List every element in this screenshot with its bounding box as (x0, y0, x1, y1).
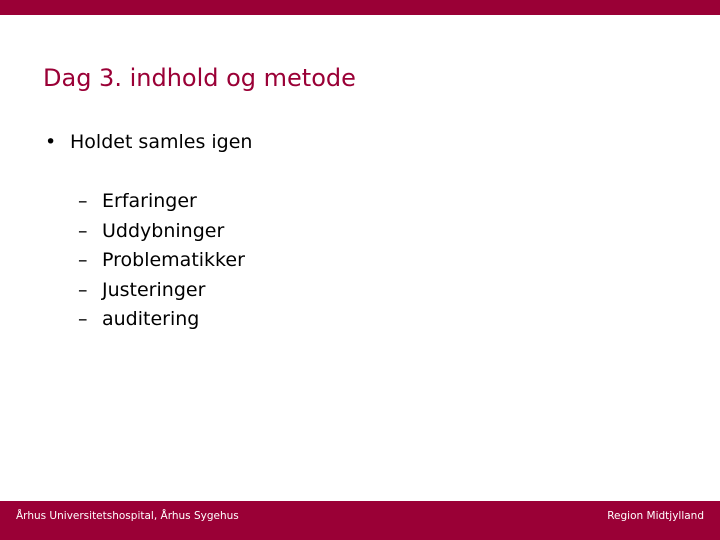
footer-bar (0, 501, 720, 540)
footer-organization: Århus Universitetshospital, Århus Sygehus (16, 510, 239, 522)
footer-region: Region Midtjylland (607, 510, 704, 522)
dash-marker: – (78, 249, 88, 271)
sub-bullet-text: auditering (102, 308, 200, 330)
sub-bullet-text: Problematikker (102, 249, 245, 271)
bullet-text: Holdet samles igen (70, 131, 253, 153)
sub-bullet-item (78, 276, 245, 306)
bullet-item (45, 128, 252, 156)
sub-bullet-text: Erfaringer (102, 190, 197, 212)
dash-marker: – (78, 219, 88, 242)
sub-bullet-item (78, 246, 245, 276)
top-brand-bar (0, 0, 720, 15)
sub-bullet-text: Justeringer (102, 278, 206, 301)
bullet-marker: • (45, 131, 57, 153)
dash-marker: – (78, 190, 88, 212)
sub-bullet-item (78, 305, 245, 335)
sub-bullet-list (78, 187, 245, 335)
sub-bullet-text: Uddybninger (102, 219, 225, 242)
sub-bullet-item (78, 187, 245, 217)
dash-marker: – (78, 308, 88, 330)
dash-marker: – (78, 278, 88, 301)
slide-title: Dag 3. indhold og metode (43, 64, 356, 92)
sub-bullet-item (78, 217, 245, 247)
